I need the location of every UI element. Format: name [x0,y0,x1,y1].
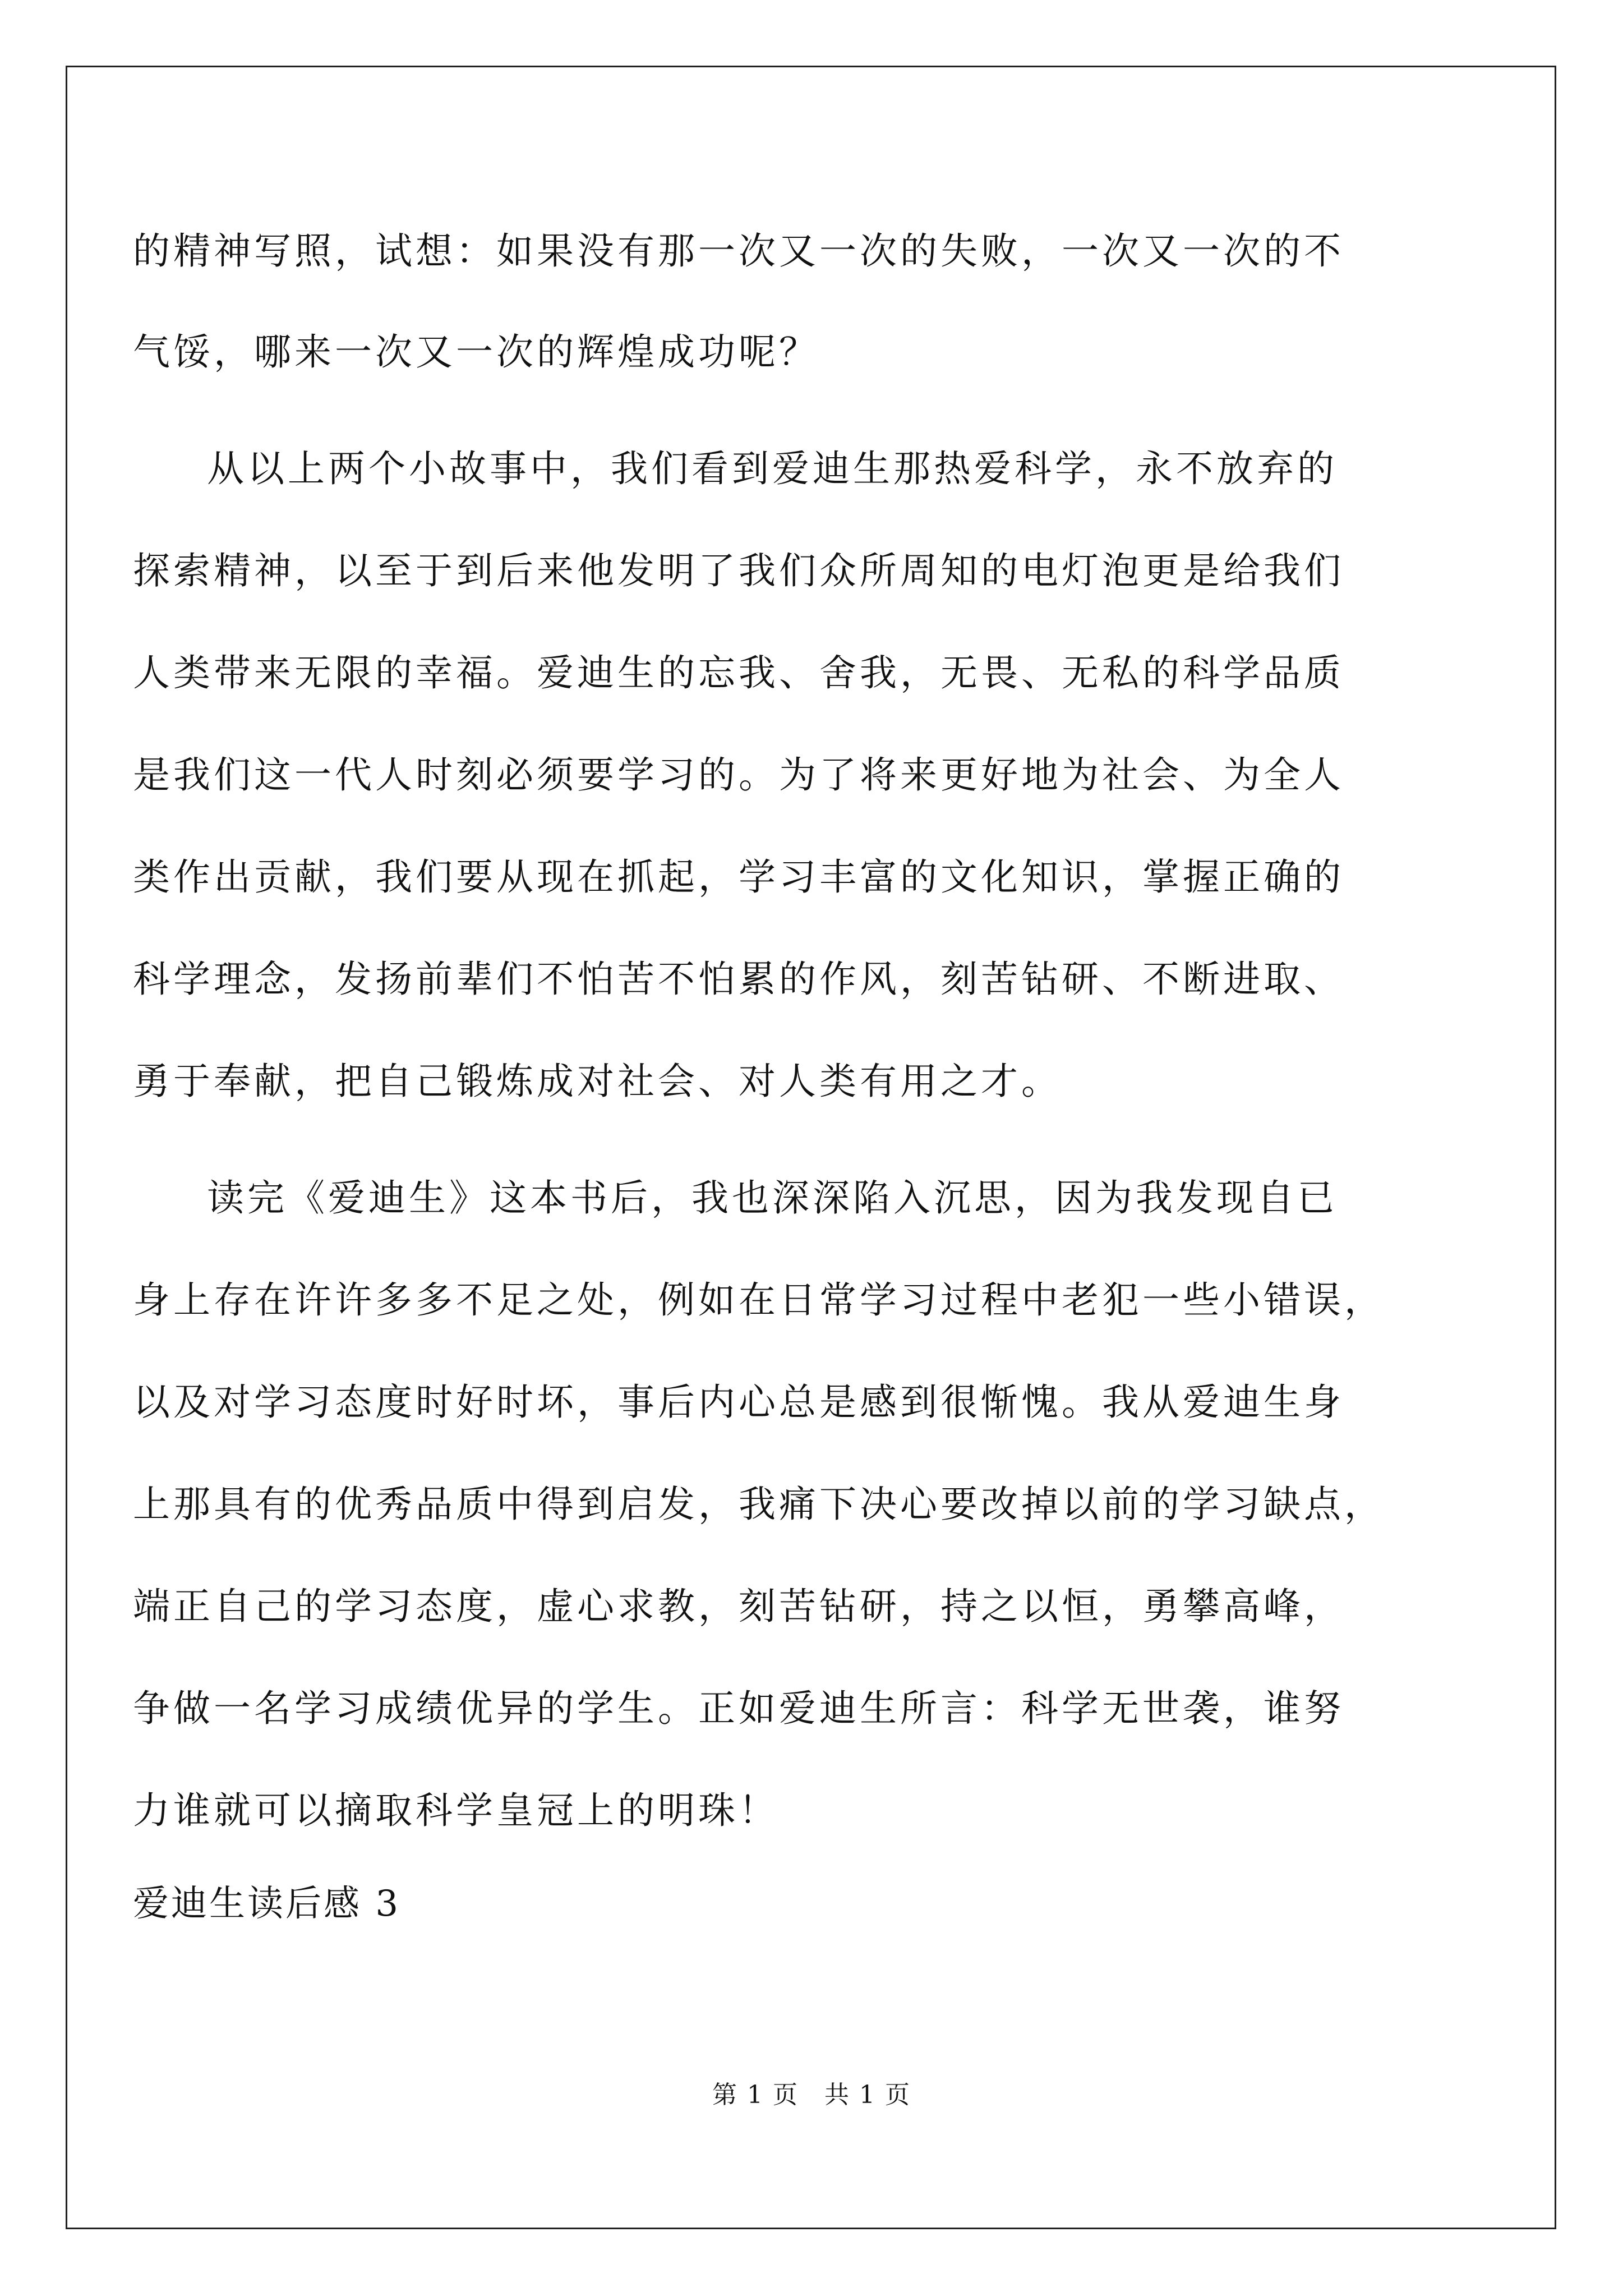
paragraph-line: 端正自己的学习态度，虚心求教，刻苦钻研，持之以恒，勇攀高峰， [133,1585,1344,1628]
section-heading: 爱迪生读后感 3 [133,1883,401,1925]
paragraph-line: 身上存在许许多多不足之处，例如在日常学习过程中老犯一些小错误， [133,1278,1385,1322]
paragraph-line: 气馁，哪来一次又一次的辉煌成功呢？ [133,330,819,374]
paragraph-line: 探索精神，以至于到后来他发明了我们众所周知的电灯泡更是给我们 [133,549,1344,592]
paragraph-line: 的精神写照，试想：如果没有那一次又一次的失败，一次又一次的不 [133,229,1344,273]
paragraph-line: 科学理念，发扬前辈们不怕苦不怕累的作风，刻苦钻研、不断进取、 [133,958,1344,1001]
page-footer: 第 1 页 共 1 页 [712,2081,911,2109]
paragraph-line: 勇于奉献，把自己锻炼成对社会、对人类有用之才。 [133,1060,1062,1103]
paragraph-line: 是我们这一代人时刻必须要学习的。为了将来更好地为社会、为全人 [133,753,1344,797]
paragraph-line: 读完《爱迪生》这本书后，我也深深陷入沉思，因为我发现自已 [207,1176,1338,1220]
paragraph-line: 以及对学习态度时好时坏，事后内心总是感到很惭愧。我从爱迪生身 [133,1381,1344,1424]
paragraph-line: 从以上两个小故事中，我们看到爱迪生那热爱科学，永不放弃的 [207,447,1338,490]
paragraph-line: 人类带来无限的幸福。爱迪生的忘我、舍我，无畏、无私的科学品质 [133,651,1344,694]
paragraph-line: 上那具有的优秀品质中得到启发，我痛下决心要改掉以前的学习缺点， [133,1483,1385,1526]
paragraph-line: 类作出贡献，我们要从现在抓起，学习丰富的文化知识，掌握正确的 [133,855,1344,899]
paragraph-line: 力谁就可以摘取科学皇冠上的明珠！ [133,1789,779,1832]
paragraph-line: 争做一名学习成绩优异的学生。正如爱迪生所言：科学无世袭，谁努 [133,1687,1344,1730]
